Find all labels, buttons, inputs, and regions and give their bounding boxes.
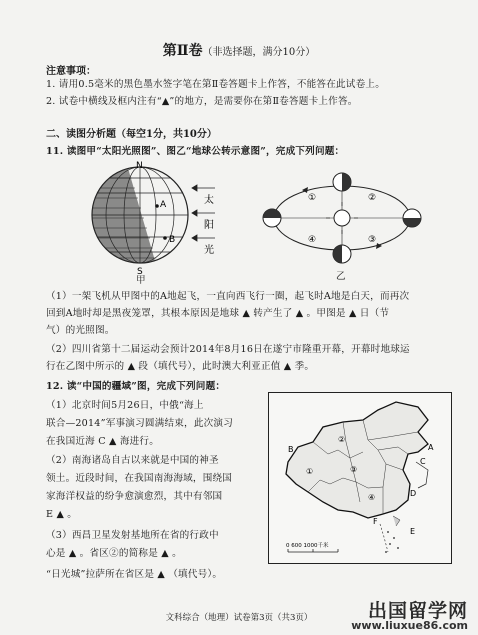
watermark-title: 出国留学网	[367, 600, 468, 622]
page-title: 第Ⅱ卷（非选择题，满分10分）	[162, 43, 316, 59]
q12-line-9: 心是 ▲ 。省区②的简称是 ▲ 。	[46, 548, 182, 559]
q12-line-4: （2）南海诸岛自古以来就是中国的神圣	[46, 455, 219, 466]
point-b	[163, 236, 167, 240]
page-footer: 文科综合（地理）试卷第3页（共3页）	[165, 613, 313, 623]
label-sun-3: 光	[204, 245, 214, 256]
map-num-2: ②	[338, 435, 346, 444]
q11-p1-line3: 气）的光照图。	[46, 325, 115, 336]
china-map-figure	[268, 392, 452, 564]
q12-line-5: 领土。近段时间，在我国南海海域，围绕国	[46, 473, 233, 484]
earth-right-icon	[403, 209, 421, 227]
figure-sunlight-diagram	[80, 158, 220, 278]
orbit-seg-1: ①	[308, 193, 317, 203]
earth-bottom-icon	[333, 245, 351, 263]
figure-orbit-diagram	[262, 168, 422, 268]
map-label-a: A	[428, 443, 434, 452]
section-heading: 二、读图分析题（每空1分，共10分）	[46, 129, 217, 140]
q11-p2-line1: （2）四川省第十二届运动会预计2014年8月16日在遂宁市隆重开幕，开幕时地球运	[46, 344, 410, 355]
notes-item-1: 1. 请用0.5毫米的黑色墨水签字笔在第Ⅱ卷答题卡上作答，不能答在此试卷上。	[46, 79, 385, 90]
label-s: S	[137, 267, 143, 277]
label-sun-2: 阳	[204, 220, 214, 231]
label-a: A	[160, 200, 167, 210]
map-num-3: ③	[350, 465, 358, 474]
label-b: B	[169, 235, 176, 245]
figure-a-label: 甲	[136, 275, 146, 286]
map-scale-text: 0 600 1000千米	[286, 543, 329, 549]
earth-top-icon	[333, 173, 351, 191]
page-subtitle: （非选择题，满分10分）	[202, 47, 316, 58]
map-label-d: D	[410, 489, 417, 498]
label-n: N	[136, 161, 143, 171]
q12-line-10: “日光城”拉萨所在省区是 ▲ （填代号）。	[46, 569, 223, 580]
q12-line-8: （3）西昌卫星发射基地所在省的行政中	[46, 530, 219, 541]
map-label-b: B	[288, 445, 294, 454]
orbit-seg-4: ④	[308, 235, 317, 245]
q11-p2-line2: 行在乙图中所示的 ▲ 段（填代号），此时澳大利亚正值 ▲ 季。	[46, 361, 315, 372]
map-label-c: C	[420, 457, 426, 466]
q12-line-7: E ▲ 。	[46, 509, 78, 520]
earth-left-icon	[263, 209, 281, 227]
q12-line-3: 在我国近海 C ▲ 海进行。	[46, 436, 160, 447]
q11-stem: 11. 读图甲“太阳光照图”、图乙“地球公转示意图”，完成下列问题：	[46, 146, 345, 157]
sun-icon	[334, 210, 350, 226]
map-label-f: F	[373, 517, 378, 526]
q12-line-1: （1）北京时间5月26日，中俄“海上	[46, 400, 204, 411]
watermark-url: www.liuxue86.com	[351, 619, 468, 632]
sunlight-arrows	[192, 185, 215, 241]
label-sun-1: 太	[204, 195, 214, 206]
map-num-1: ①	[306, 467, 314, 476]
notes-item-2: 2. 试卷中横线及框内注有“▲”的地方，是需要你在第Ⅱ卷答题卡上作答。	[46, 96, 358, 107]
q12-line-6: 家海洋权益的纷争愈演愈烈，其中有邻国	[46, 491, 223, 502]
q12-stem: 12. 读“中国的疆域”图，完成下列问题：	[46, 381, 226, 392]
q12-line-2: 联合—2014”军事演习圆满结束，此次演习	[46, 418, 234, 429]
orbit-seg-3: ③	[368, 235, 377, 245]
figure-b-label: 乙	[336, 271, 346, 282]
notes-heading: 注意事项：	[46, 66, 96, 77]
point-a	[155, 204, 159, 208]
map-label-e: E	[410, 527, 416, 536]
q11-p1-line2: 回到A地时却是黑夜笼罩，其根本原因是地球 ▲ 转产生了 ▲ 。甲图是 ▲ 日（节	[46, 308, 390, 319]
orbit-seg-2: ②	[368, 193, 377, 203]
q11-p1-line1: （1）一架飞机从甲图中的A地起飞，一直向西飞行一圈，起飞时A地是白天，而再次	[46, 291, 410, 302]
map-num-4: ④	[368, 493, 376, 502]
